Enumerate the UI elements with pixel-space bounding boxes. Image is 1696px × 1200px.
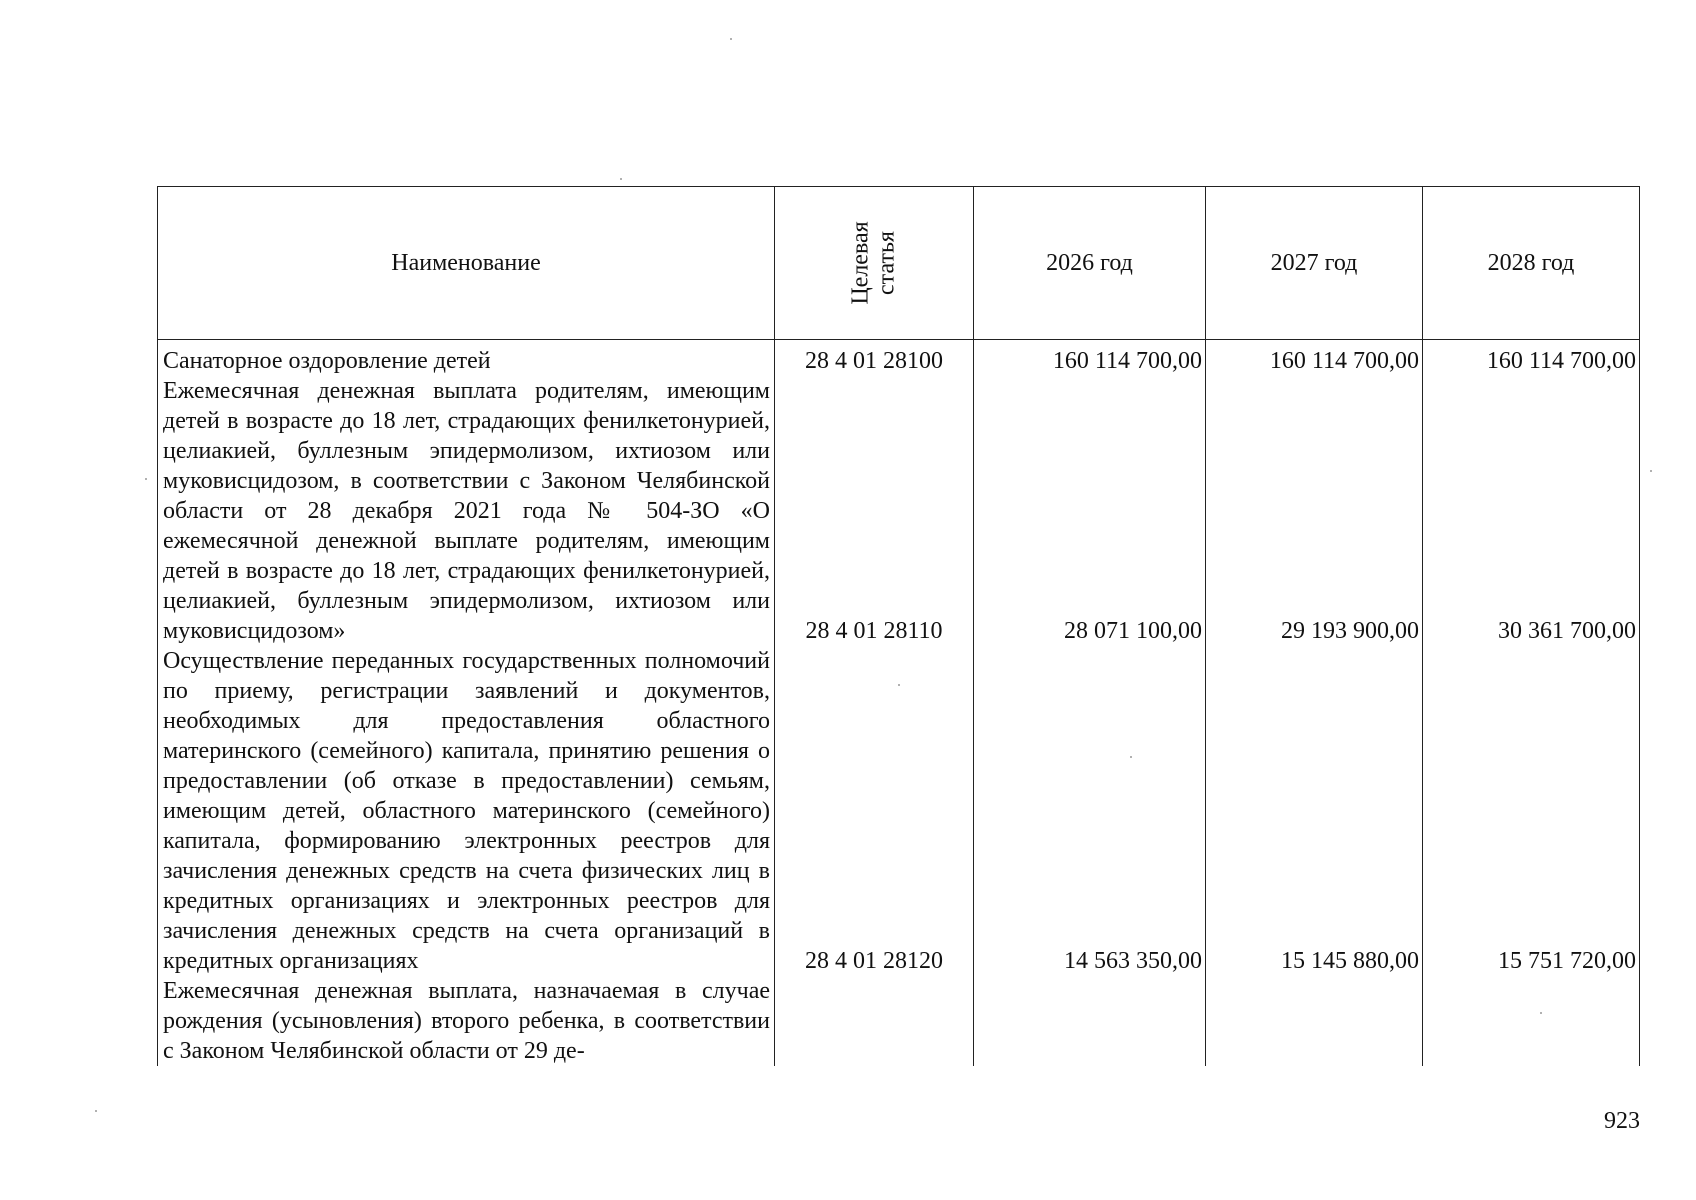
scan-speck <box>1650 470 1652 472</box>
row-code: 28 4 01 28120 <box>775 646 974 976</box>
header-year-2026: 2026 год <box>974 187 1206 340</box>
scan-speck <box>898 684 900 686</box>
row-value-2027 <box>1206 976 1423 1066</box>
row-value-2028 <box>1423 976 1640 1066</box>
scan-speck <box>620 178 622 180</box>
header-name: Наименование <box>158 187 775 340</box>
row-name: Санаторное оздоровление детей <box>158 340 775 377</box>
row-name: Ежемесячная денежная выплата родителям, имеющим детей в возрасте до 18 лет, страдающих фенилкетонурией, целиакией, буллезным эпидермолизом, ихтиозом или муковисцидозом, в соответствии с Законом Челябинской области от 28 декабря 2021 года № 504-ЗО «О ежемесячной денежной выплате родителям, имеющим детей в возрасте до 18 лет, страдающих фенилкетонурией, целиакией, буллезным эпидермолизом, ихтиозом или муковисцидозом» <box>158 376 775 646</box>
table-row <box>158 646 1640 976</box>
row-value-2028: 160 114 700,00 <box>1423 340 1640 377</box>
scan-speck <box>95 1110 97 1112</box>
row-value-2027: 15 145 880,00 <box>1206 646 1423 976</box>
row-code: 28 4 01 28110 <box>775 376 974 646</box>
row-code <box>775 976 974 1066</box>
header-target-article <box>775 187 974 340</box>
page-number: 923 <box>1604 1108 1640 1134</box>
row-value-2028: 30 361 700,00 <box>1423 376 1640 646</box>
row-code: 28 4 01 28100 <box>775 340 974 377</box>
table-row <box>158 340 1640 377</box>
row-name: Осуществление переданных государственных полномочий по приему, регистрации заявлений и документов, необходимых для предоставления областного материнского (семейного) капитала, принятию решения о предоставлении (об отказе в предоставлении) семьям, имеющим детей, областного материнского (семейного) капитала, формированию электронных реестров для зачисления денежных средств на счета физических лиц в кредитных организациях и электронных реестров для зачисления денежных средств на счета организаций в кредитных организациях <box>158 646 775 976</box>
header-year-2027: 2027 год <box>1206 187 1423 340</box>
scan-speck <box>1130 756 1132 758</box>
table-body <box>158 340 1640 1067</box>
table-header <box>158 187 1640 340</box>
scan-speck <box>145 478 147 480</box>
header-target-article-line1: Целевая <box>847 221 874 305</box>
row-name: Ежемесячная денежная выплата, назначаемая в случае рождения (усыновления) второго ребенка, в соответствии с Законом Челябинской области от 29 де- <box>158 976 775 1066</box>
row-value-2026: 14 563 350,00 <box>974 646 1206 976</box>
row-value-2026: 160 114 700,00 <box>974 340 1206 377</box>
row-value-2028: 15 751 720,00 <box>1423 646 1640 976</box>
table-row <box>158 976 1640 1066</box>
table-row <box>158 376 1640 646</box>
row-value-2026 <box>974 976 1206 1066</box>
row-value-2026: 28 071 100,00 <box>974 376 1206 646</box>
scan-speck <box>730 38 732 40</box>
scan-speck <box>1540 1012 1542 1014</box>
header-year-2028: 2028 год <box>1423 187 1640 340</box>
header-target-article-line2: статья <box>873 231 900 295</box>
budget-table <box>157 186 1640 1066</box>
row-value-2027: 160 114 700,00 <box>1206 340 1423 377</box>
row-value-2027: 29 193 900,00 <box>1206 376 1423 646</box>
